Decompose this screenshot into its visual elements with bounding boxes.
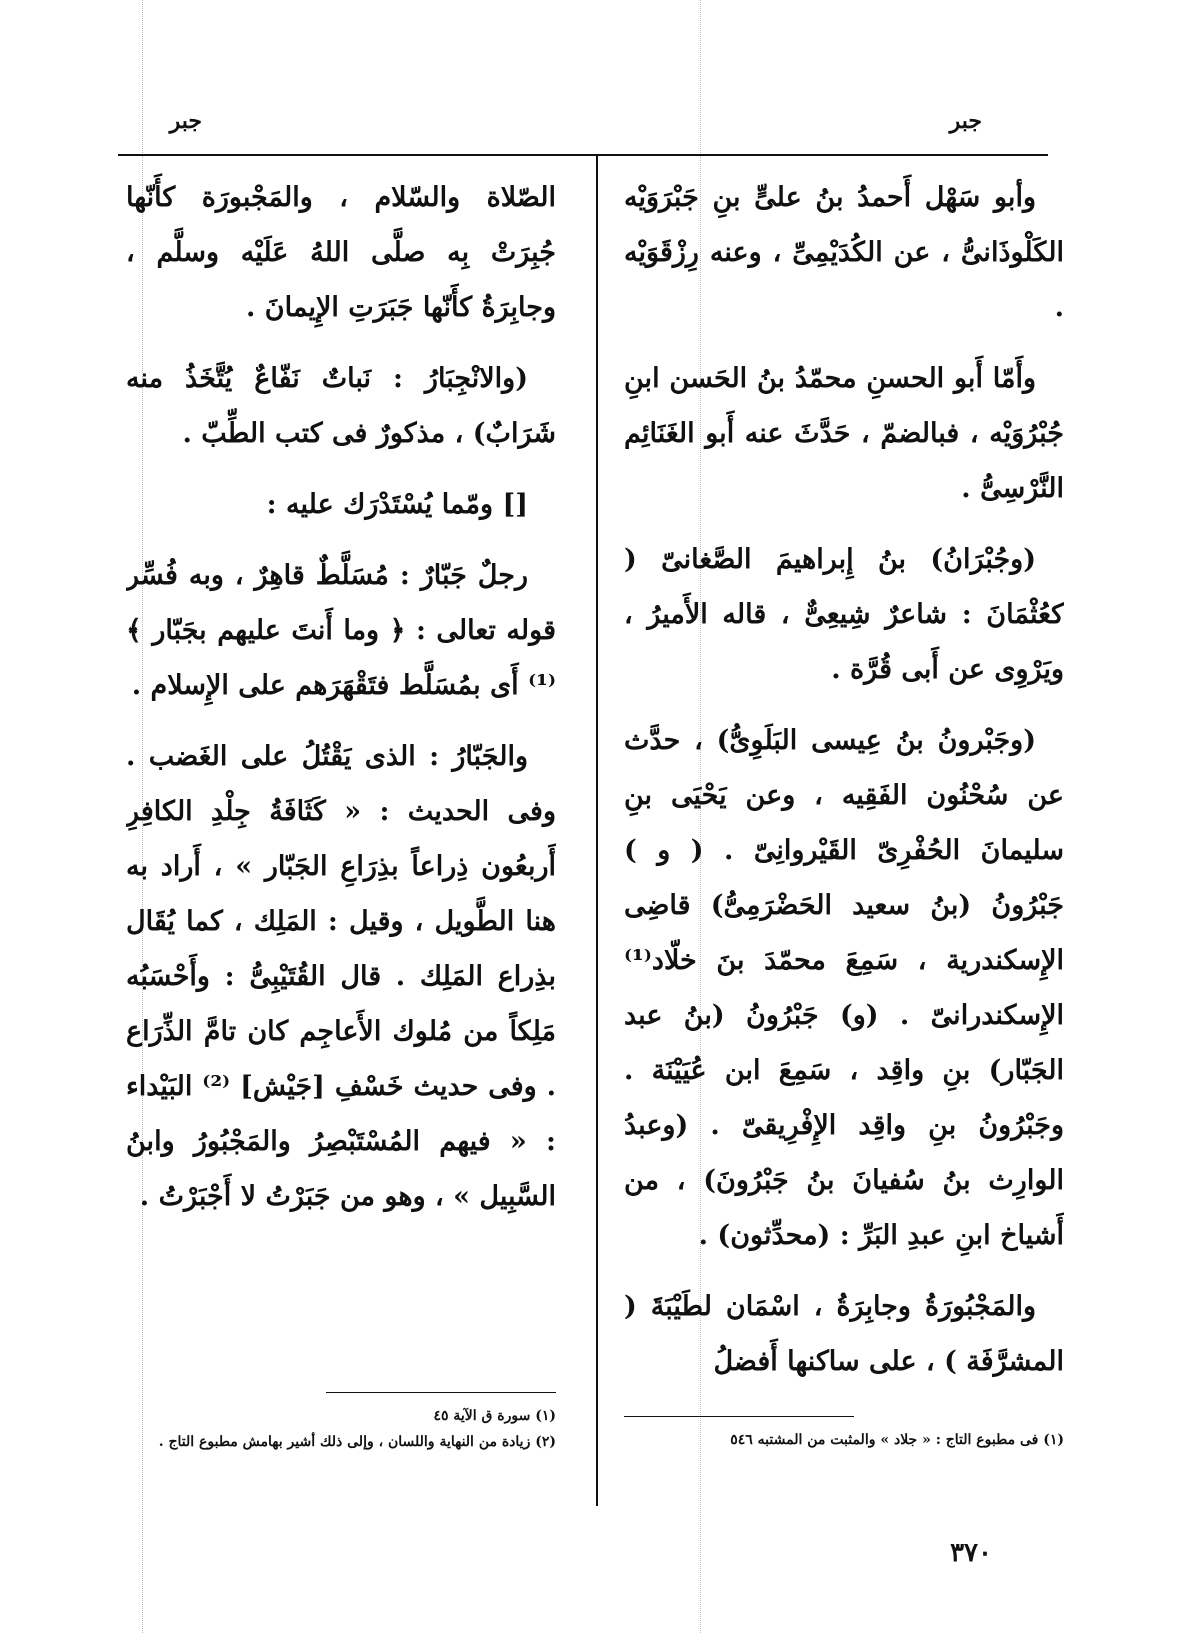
paragraph: (والانْجِبَارُ : نَباتٌ نَفّاعٌ يُتَّخَذُ منه شَرَابٌ) ، مذكورٌ فى كتب الطِّبّ . bbox=[126, 363, 556, 449]
footnote-rule bbox=[624, 1416, 854, 1417]
paragraph: وأَمّا أَبو الحسنِ محمّدُ بنُ الحَسن ابنِ جُبْرُوَيْه ، فبالضمّ ، حَدَّثَ عنه أَبو الغَنَائِم النَّرْسِىُّ . bbox=[624, 363, 1064, 504]
paragraph: (وجَبْرونُ بنُ عِيسى البَلَوِىُّ) ، حدَّث عن سُحْنُون الفَقِيه ، وعن يَحْيَى بنِ سليمانَ الحُفْرِىّ القَيْروانِىّ . ( و ) جَبْرُونُ (بنُ سعيد الحَضْرَمِىُّ) قاضِى الإِسكندرية ، سَمِعَ محمّدَ بنَ خلّاد⁽¹⁾ الإِسكندرانىّ . (و) جَبْرُونُ (بنُ عبد الجَبّار) بنِ واقِد ، سَمِعَ ابن عُيَيْنَة . وجَبْرُونُ بنِ واقِد الإِفْرِيقىّ . (وعبدُ الوارِث بنُ سُفيانَ بنُ جَبْرُونَ) ، من أَشياخ ابنِ عبدِ البَرِّ : (محدِّثون) . bbox=[624, 725, 1064, 1251]
footnote-rule bbox=[326, 1392, 556, 1393]
footnote: (١) فى مطبوع التاج : « جلاد » والمثبت من المشتبه ٥٤٦ bbox=[730, 1432, 1064, 1448]
footnote: (٢) زيادة من النهاية واللسان ، وإلى ذلك أشير بهامش مطبوع التاج . bbox=[158, 1434, 556, 1450]
paragraph: رجلٌ جَبّارٌ : مُسَلَّطٌ قاهِرٌ ، وبه فُسِّر قوله تعالى : ﴿ وما أَنتَ عليهم بجَبّار ﴾ ⁽¹⁾ أَى بمُسَلَّط فتَقْهَرَهم على الإِسلام . bbox=[126, 560, 556, 701]
footnotes bbox=[126, 1403, 556, 1455]
paragraph: الصّلاة والسّلام ، والمَجْبورَة كأَنّها جُبِرَتْ بِه صلَّى اللهُ عَلَيْه وسلَّم ، وجابِرَةُ كأَنّها جَبَرَتِ الإِيمانَ . bbox=[126, 182, 556, 323]
right-column bbox=[624, 170, 1064, 1453]
running-head-left: جبر bbox=[169, 108, 202, 134]
paragraph: والجَبّارُ : الذى يَقْتُلُ على الغَضب . وفى الحديث : « كَثَافَةُ جِلْدِ الكافِرِ أَربعُون ذِراعاً بذِرَاعِ الجَبّار » ، أَراد به هنا الطَّويل ، وقيل : المَلِك ، كما يُقَال بذِراع المَلِك . قال القُتَيْبِىُّ : وأَحْسَبُه مَلِكاً من مُلوك الأَعاجِم كان تامَّ الذِّرَاع . وفى حديث خَسْفِ [جَيْش] ⁽²⁾ البَيْداء : « فيهم المُسْتَبْصِرُ والمَجْبُورُ وابنُ السَّبِيل » ، وهو من جَبَرْتُ لا أَجْبَرْتُ . bbox=[126, 741, 556, 1212]
left-column bbox=[126, 170, 556, 1455]
paragraph: والمَجْبُورَةُ وجابِرَةُ ، اسْمَان لطَيْبَةَ ( المشرَّفَة ) ، على ساكنها أَفضلُ bbox=[624, 1291, 1064, 1377]
running-head-right: جبر bbox=[949, 108, 982, 134]
header-rule bbox=[118, 154, 1048, 156]
footnote: (١) سورة ق الآية ٤٥ bbox=[433, 1408, 556, 1424]
paragraph: [] ومّما يُسْتَدْرَك عليه : bbox=[266, 489, 528, 520]
paragraph: (وجُبْرَانُ) بنُ إِبراهيمَ الصَّغانىّ ( كعُثْمَانَ : شاعرٌ شِيعِىٌّ ، قاله الأَميرُ ، ويَرْوِى عن أَبى قُرَّة . bbox=[624, 544, 1064, 685]
paragraph: وأبو سَهْل أَحمدُ بنُ علىٍّ بنِ جَبْرَوَيْه الكَلْوذَانىُّ ، عن الكُدَيْمِىِّ ، وعنه رِزْقَوَيْه . bbox=[624, 182, 1064, 323]
page-number: ٣٧٠ bbox=[950, 1538, 992, 1568]
footnotes bbox=[624, 1427, 1064, 1453]
left-column-text bbox=[126, 170, 556, 1388]
column-divider bbox=[596, 156, 598, 1506]
right-column-text bbox=[624, 170, 1064, 1412]
